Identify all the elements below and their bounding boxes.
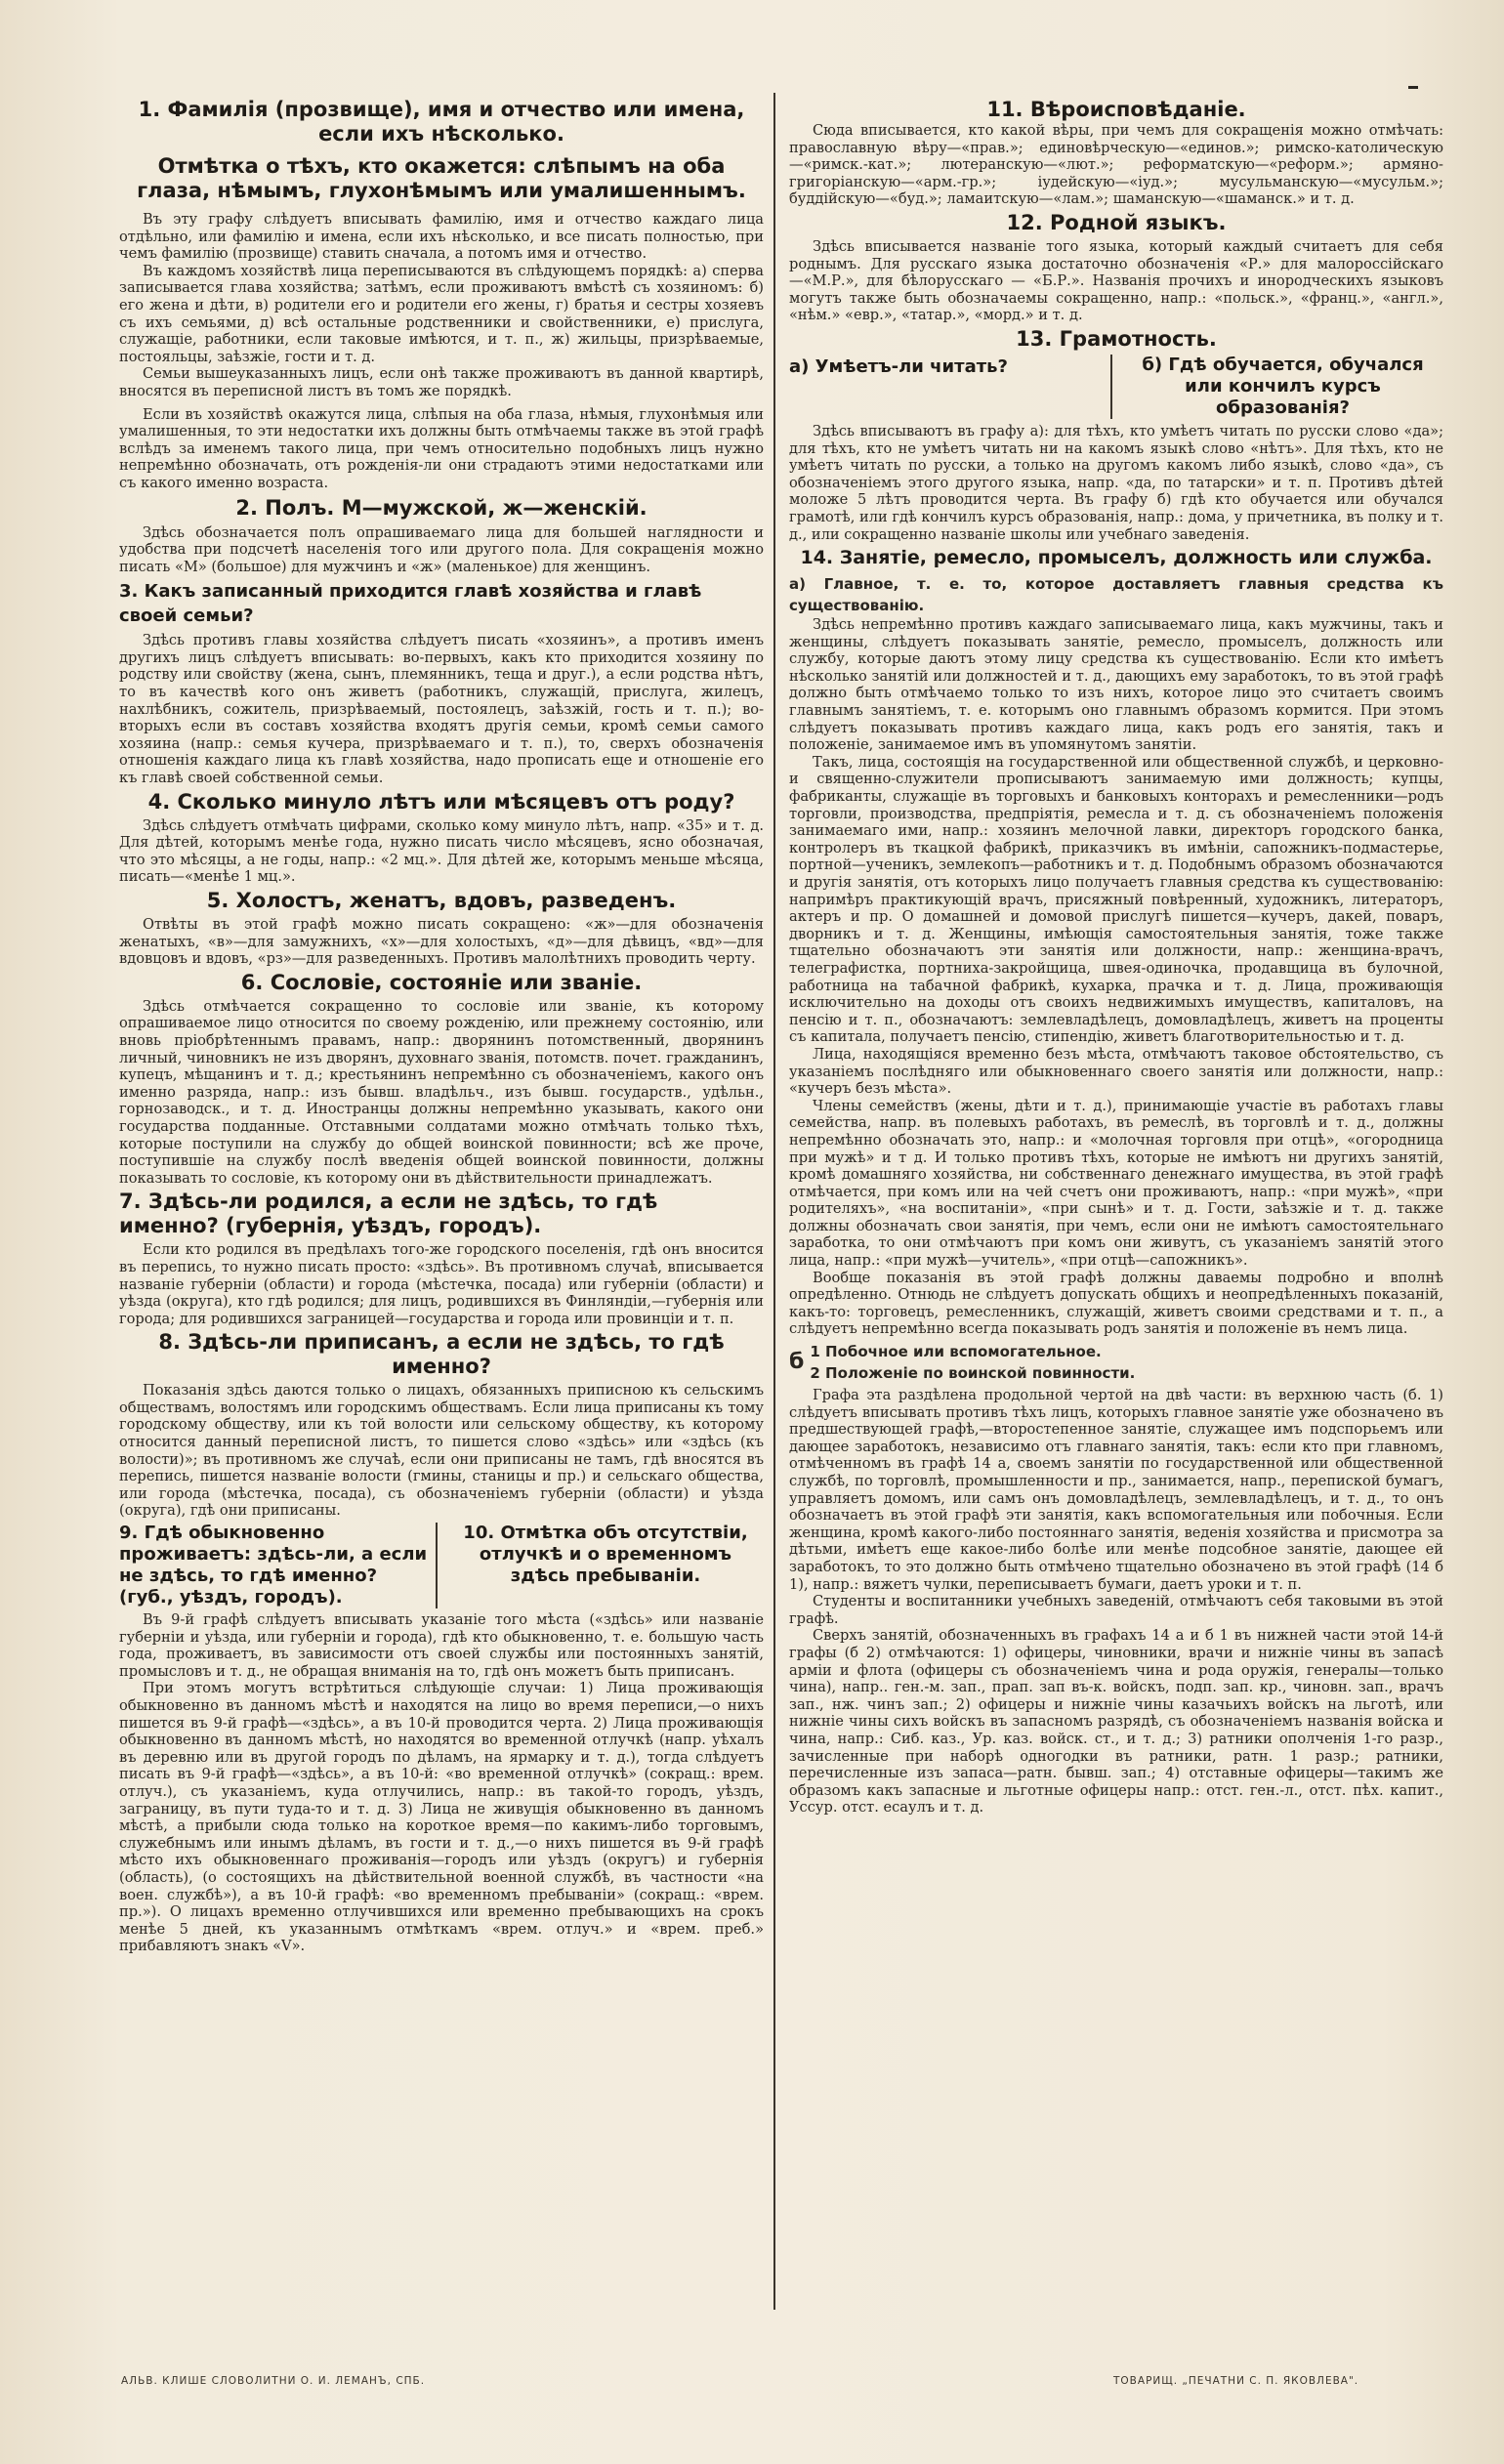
- heading-5: 5. Холостъ, женатъ, вдовъ, разведенъ.: [206, 889, 677, 912]
- heading-9: 9. Гдѣ обыкновенно проживаетъ: здѣсь-ли, а если не здѣсь, то гдѣ именно? (губ., уѣздъ, городъ).: [119, 1523, 428, 1608]
- paragraph: При этомъ могутъ встрѣтиться слѣдующіе случаи: 1) Лица проживающія обыкновенно въ данномъ мѣстѣ и находятся на лицо во время переписи,—о нихъ пишется въ 9-й графѣ—«здѣсь», а въ 10-й проводится черта. 2) Лица проживающія обыкновенно въ данномъ мѣстѣ, но находятся во временной отлучкѣ (напр. уѣхалъ въ деревню или въ другой городъ по дѣламъ, на ярмарку и т. д.), тогда слѣдуетъ писать въ 9-й графѣ—«здѣсь», а въ 10-й: «во временной отлучкѣ» (сокращ.: врем. отлуч.), съ указаніемъ, куда отлучились, напр.: въ такой-то городъ, уѣздъ, заграницу, въ пути туда-то и т. д. 3) Лица не живущія обыкновенно въ данномъ мѣстѣ, а прибыли сюда только на короткое время—по какимъ-либо торговымъ, служебнымъ или инымъ дѣламъ, въ гости и т. д.,—о нихъ пишется въ 9-й графѣ мѣсто ихъ обыкновеннаго проживанія—городъ или уѣздъ (округъ) и губернія (область), (о состоящихъ на дѣйствительной военной службѣ, въ частности «на воен. службѣ»), а въ 10-й графѣ: «во временномъ пребываніи» (сокращ.: «врем. пр.»). О лицахъ временно отлучившихся или временно пребывающихъ на срокъ менѣе 5 дней, къ указаннымъ отмѣткамъ «врем. отлуч.» и «врем. преб.» прибавляютъ знакъ «V».: [119, 1680, 764, 1955]
- paragraph: Семьи вышеуказанныхъ лицъ, если онѣ также проживаютъ въ данной квартирѣ, вносятся въ переписной листъ въ томъ же порядкѣ.: [119, 365, 764, 399]
- paragraph: Здѣсь противъ главы хозяйства слѣдуетъ писать «хозяинъ», а противъ именъ другихъ лицъ слѣдуетъ вписывать: во-первыхъ, какъ кто приходится хозяину по родству или свойству (жена, сынъ, племянникъ, теща и друг.), а если родства нѣтъ, то въ качествѣ кого онъ живетъ (работникъ, служащій, прислуга, жилецъ, нахлѣбникъ, сожитель, призрѣваемый, постоялецъ, заѣзжій, гость и т. п.); во-вторыхъ если въ составъ хозяйства входятъ другія семьи, кромѣ семьи самого хозяина (напр.: семья кучера, призрѣваемаго и т. п.), то, сверхъ обозначенія отношенія каждаго лица къ главѣ хозяйства, надо прописать еще и отношеніе его къ главѣ своей собственной семьи.: [119, 632, 764, 787]
- headings-9-10: [119, 1523, 764, 1608]
- right-column: [789, 98, 1443, 1817]
- paragraph: Студенты и воспитанники учебныхъ заведеній, отмѣчаютъ себя таковыми въ этой графѣ.: [789, 1593, 1443, 1627]
- paragraph: Графа эта раздѣлена продольной чертой на двѣ части: въ верхнюю часть (б. 1) слѣдуетъ вписывать противъ тѣхъ лицъ, которыхъ главное занятіе уже обозначено въ предшествующей графѣ,—второстепенное занятіе, служащее имъ подспорьемъ или дающее заработокъ, независимо отъ главнаго занятія, такъ: если кто при главномъ, отмѣченномъ въ графѣ 14 а, своемъ занятіи по государственной или общественной службѣ, по торговлѣ, промышленности и пр., занимается, напр., перепиской бумагъ, управляетъ домомъ, или самъ онъ домовладѣлецъ, землевладѣлецъ, и т. д., то онъ обозначаетъ въ этой графѣ эти занятія, какъ вспомогательныя или побочныя. Если женщина, кромѣ какого-либо постояннаго занятія, веденія хозяйства и присмотра за дѣтьми, имѣетъ еще какое-либо болѣе или менѣе подсобное занятіе, дающее ей заработокъ, то это должно быть отмѣчено тщательно обозначено въ этой графѣ (14 б 1), напр.: вяжетъ чулки, переписываетъ бумаги, даетъ уроки и т. п.: [789, 1387, 1443, 1593]
- heading-8: 8. Здѣсь-ли приписанъ, а если не здѣсь, то гдѣ именно?: [158, 1330, 725, 1379]
- heading-11: 11. Вѣроисповѣданіе.: [986, 98, 1246, 121]
- paragraph: Здѣсь вписывается названіе того языка, который каждый считаетъ для себя роднымъ. Для русскаго языка достаточно обозначенія «Р.» для малороссійскаго—«М.Р.», для бѣлорусскаго — «Б.Р.». Названія прочихъ и инородческихъ языковъ могутъ также быть обозначаемы сокращенно, напр.: «польск.», «франц.», «англ.», «нѣм.» «евр.», «татар.», «морд.» и т. д.: [789, 237, 1443, 324]
- heading-3: 3. Какъ записанный приходится главѣ хозяйства и главѣ своей семьи?: [119, 581, 702, 627]
- paragraph: Показанія здѣсь даются только о лицахъ, обязанныхъ приписною къ сельскимъ обществамъ, волостямъ или городскимъ обществамъ. Если лица приписаны къ тому городскому обществу, или къ той волости или сельскому обществу, къ которому относится данный переписной листъ, то пишется слово «здѣсь» или «здѣсь (къ волости)»; въ противномъ же случаѣ, если они приписаны не тамъ, гдѣ вносятся въ перепись, пишется названіе волости (гмины, станицы и пр.) и сельскаго общества, или города (мѣстечка, посада), съ обозначеніемъ губерніи (области) и уѣзда (округа), гдѣ они приписаны.: [119, 1382, 764, 1520]
- heading-4: 4. Сколько минуло лѣтъ или мѣсяцевъ отъ роду?: [147, 789, 735, 814]
- paragraph: Сюда вписывается, кто какой вѣры, при чемъ для сокращенія можно отмѣчать: православную вѣру—«прав.»; единовѣрческую—«единов.»; римско-католическую—«римск.-кат.»; лютеранскую—«лют.»; реформатскую—«реформ.»; армяно-григоріанскую—«арм.-гр.»; іудейскую—«іуд.»; мусульманскую—«мусульм.»; буддійскую—«буд.»; ламаитскую—«лам.»; шаманскую—«шаманск.» и т. д.: [789, 122, 1443, 208]
- paragraph: Здѣсь непремѣнно противъ каждаго записываемаго лица, какъ мужчины, такъ и женщины, слѣдуетъ показывать занятіе, ремесло, промыселъ, должность или службу, которые даютъ этому лицу средства къ существованію. Если кто имѣетъ нѣсколько занятій или должностей и т. д., дающихъ ему заработокъ, то въ этой графѣ должно быть отмѣчаемо только то изъ нихъ, которое лицо это считаетъ своимъ главнымъ занятіемъ, т. е. которымъ оно главнымъ образомъ кормится. При этомъ слѣдуетъ показывать противъ каждаго лица, какъ родъ его занятія, такъ и положеніе, занимаемое имъ въ упомянутомъ занятіи.: [789, 616, 1443, 754]
- subheading-14b-letter: б: [789, 1350, 805, 1375]
- heading-1b: Отмѣтка о тѣхъ, кто окажется: слѣпымъ на оба глаза, нѣмымъ, глухонѣмымъ или умалишеннымъ.: [137, 154, 746, 202]
- print-mark: [1408, 86, 1418, 89]
- heading-7: 7. Здѣсь-ли родился, а если не здѣсь, то гдѣ именно? (губернія, уѣздъ, городъ).: [119, 1190, 658, 1238]
- subheading-14b1: 1 Побочное или вспомогательное.: [810, 1343, 1102, 1361]
- left-column: [119, 98, 764, 1955]
- paragraph: Лица, находящіяся временно безъ мѣста, отмѣчаютъ таковое обстоятельство, съ указаніемъ послѣдняго или обыкновеннаго своего занятія или должности, напр.: «кучеръ безъ мѣста».: [789, 1045, 1443, 1098]
- heading-2: 2. Полъ. М—мужской, ж—женскій.: [235, 495, 648, 520]
- paragraph: Въ 9-й графѣ слѣдуетъ вписывать указаніе того мѣста («здѣсь» или названіе губерніи и уѣзда, или губерніи и города), гдѣ кто обыкновенно, т. е. большую часть года, проживаетъ, въ зависимости отъ своей службы или постоянныхъ занятій, промысловъ и т. д., не обращая вниманія на то, гдѣ онъ можетъ быть приписанъ.: [119, 1611, 764, 1680]
- paragraph: Въ эту графу слѣдуетъ вписывать фамилію, имя и отчество каждаго лица отдѣльно, или фамилію и имена, если ихъ нѣсколько, и все писать полностью, при чемъ фамилію (прозвище) ставить сначала, а потомъ имя и отчество.: [119, 211, 764, 263]
- paragraph: Здѣсь обозначается полъ опрашиваемаго лица для большей наглядности и удобства при подсчетѣ населенія того или другого пола. Для сокращенія можно писать «М» (большое) для мужчинъ и «ж» (маленькое) для женщинъ.: [119, 523, 764, 575]
- paragraph: Если въ хозяйствѣ окажутся лица, слѣпыя на оба глаза, нѣмыя, глухонѣмыя или умалишенныя, то эти недостатки ихъ должны быть отмѣчаемы также въ этой графѣ вслѣдъ за именемъ такого лица, при чемъ относительно подобныхъ лицъ нужно непремѣнно обозначать, отъ рожденія-ли они страдаютъ этими недостатками или съ какого именно возраста.: [119, 405, 764, 491]
- column-divider: [773, 93, 775, 2310]
- paragraph: Здѣсь отмѣчается сокращенно то сословіе или званіе, къ которому опрашиваемое лицо относится по своему рожденію, или прежнему состоянію, или вновь пріобрѣтеннымъ правамъ, напр.: дворянинъ потомственный, дворянинъ личный, чиновникъ не изъ дворянъ, духовнаго званія, потомств. почет. гражданинъ, купецъ, мѣщанинъ и т. д.; крестьянинъ непремѣнно съ обозначеніемъ, какого онъ именно разряда, напр.: изъ бывш. владѣльч., изъ бывш. государств., удѣльн., горнозаводск., и т. д. Иностранцы должны непремѣнно указывать, какого они государства подданные. Отставными солдатами можно отмѣчать только тѣхъ, которые поступили на службу до общей воинской повинности; всѣ же проче, поступившіе на службу послѣ введенія общей воинской повинности, должны показывать то сословіе, къ которому они въ дѣйствительности принадлежатъ.: [119, 997, 764, 1187]
- headings-13ab: [789, 355, 1443, 419]
- heading-1: 1. Фамилія (прозвище), имя и отчество или имена, если ихъ нѣсколько.: [138, 98, 745, 146]
- subheading-14b2: 2 Положеніе по воинской повинности.: [810, 1364, 1136, 1383]
- paragraph: Отвѣты въ этой графѣ можно писать сокращено: «ж»—для обозначенія женатыхъ, «в»—для замужнихъ, «х»—для холостыхъ, «д»—для дѣвицъ, «вд»—для вдовцовъ и вдовъ, «рз»—для разведенныхъ. Противъ малолѣтнихъ проводить черту.: [119, 916, 764, 968]
- paragraph: Члены семействъ (жены, дѣти и т. д.), принимающіе участіе въ работахъ главы семейства, напр. въ полевыхъ работахъ, въ ремеслѣ, въ торговлѣ и т. д., должны непремѣнно обозначать это, напр.: и «молочная торговля при отцѣ», «огородница при мужѣ» и т д. И только противъ тѣхъ, которые не имѣютъ ни другихъ занятій, кромѣ домашняго хозяйства, ни собственнаго денежнаго имущества, въ этой графѣ отмѣчается, при комъ или на чей счетъ они проживаютъ, напр.: «при мужѣ», «при родителяхъ», «на воспитаніи», «при сынѣ» и т. д. Гости, заѣзжіе и т. д. также должны обозначать свои занятія, при чемъ, если они не имѣютъ самостоятельнаго заработка, то они отмѣчаютъ при комъ они живутъ, съ указаніемъ занятій этого лица, напр.: «при мужѣ—учитель», «при отцѣ—сапожникъ».: [789, 1097, 1443, 1270]
- heading-6: 6. Сословіе, состояніе или званіе.: [240, 970, 643, 994]
- subheading-14b: [789, 1341, 1443, 1384]
- footer-left: АЛЬВ. КЛИШЕ СЛОВОЛИТНИ О. И. ЛЕМАНЪ, СПБ.: [121, 2375, 426, 2387]
- footer-right: ТОВАРИЩ. „ПЕЧАТНИ С. П. ЯКОВЛЕВА".: [1113, 2375, 1359, 2387]
- paragraph: Сверхъ занятій, обозначенныхъ въ графахъ 14 а и б 1 въ нижней части этой 14-й графы (б 2) отмѣчаются: 1) офицеры, чиновники, врачи и нижніе чины въ запасѣ арміи и флота (офицеры съ обозначеніемъ чина и рода оружія, генералы—только чина), напр.. ген.-м. зап., прап. зап въ-к. войскъ, подп. зап. кр., чиновн. зап., врачъ зап., нж. чинъ зап.; 2) офицеры и нижніе чины казачьихъ войскъ на льготѣ, или нижніе чины сихъ войскъ въ запасномъ разрядѣ, съ обозначеніемъ названія войска и чина, напр.: Сиб. каз., Ур. каз. войск. ст., и т. д.; 3) ратники ополченія 1-го разр., зачисленные при наборѣ одногодки въ ратники, ратн. 1 разр.; ратники, перечисленные изъ запаса—ратн. бывш. зап.; 4) отставные офицеры—такимъ же образомъ какъ запасные и льготные офицеры напр.: отст. ген.-л., отст. пѣх. капит., Уссур. отст. есаулъ и т. д.: [789, 1627, 1443, 1817]
- paragraph: Въ каждомъ хозяйствѣ лица переписываются въ слѣдующемъ порядкѣ: а) сперва записывается глава хозяйства; затѣмъ, если проживаютъ вмѣстѣ съ хозяиномъ: б) его жена и дѣти, в) родители его и родители его жены, г) братья и сестры хозяевъ съ ихъ семьями, д) всѣ остальные родственники и свойственники, е) прислуга, служащіе, работники, если таковые имѣются, и т. п., ж) жильцы, призрѣваемые, постояльцы, заѣзжіе, гости и т. д.: [119, 262, 764, 365]
- paragraph: Здѣсь слѣдуетъ отмѣчать цифрами, сколько кому минуло лѣтъ, напр. «35» и т. д. Для дѣтей, которымъ менѣе года, нужно писать число мѣсяцевъ, ясно обозначая, что это мѣсяцы, а не годы, напр.: «2 мц.». Для дѣтей же, которымъ меньше мѣсяца, писать—«менѣе 1 мц.».: [119, 816, 764, 886]
- paragraph: Здѣсь вписываютъ въ графу а): для тѣхъ, кто умѣетъ читать по русски слово «да»; для тѣхъ, кто не умѣетъ читать ни на какомъ языкѣ слово «нѣтъ». Для тѣхъ, кто не умѣетъ читать по русски, а только на другомъ какомъ либо языкѣ, слово «да», съ обозначеніемъ этого другого языка, напр. «да, по татарски» и т. п. Противъ дѣтей моложе 5 лѣтъ проводится черта. Въ графу б) гдѣ кто обучается или обучался грамотѣ, или гдѣ кончилъ курсъ образованія, напр.: дома, у причетника, въ полку и т. д., или сокращенно названіе школы или учебнаго заведенія.: [789, 422, 1443, 543]
- heading-13a: а) Умѣетъ-ли читать?: [789, 355, 1008, 377]
- subheading-14a: а) Главное, т. е. то, которое доставляетъ главныя средства къ существованію.: [789, 575, 1443, 615]
- heading-13: 13. Грамотность.: [1016, 326, 1217, 351]
- heading-10: 10. Отмѣтка объ отсутствіи, отлучкѣ и о временномъ здѣсь пребываніи.: [463, 1523, 748, 1587]
- paragraph: Если кто родился въ предѣлахъ того-же городского поселенія, гдѣ онъ вносится въ перепись, то нужно писать просто: «здѣсь». Въ противномъ случаѣ, вписывается названіе губерніи (области) и города (мѣстечка, посада) или губерніи (области) и уѣзда (округа), кто гдѣ родился; для лицъ, родившихся въ Финляндіи,—губернія или города; для родившихся заграницей—государства и города или провинціи и т. п.: [119, 1241, 764, 1327]
- paragraph: Вообще показанія въ этой графѣ должны даваемы подробно и вполнѣ опредѣленно. Отнюдь не слѣдуетъ допускать общихъ и неопредѣленныхъ показаній, какъ-то: торговецъ, ремесленникъ, служащій, живетъ своими средствами и т. п., а слѣдуетъ непремѣнно всегда показывать родъ занятія и положеніе въ немъ лица.: [789, 1269, 1443, 1338]
- heading-12: 12. Родной языкъ.: [1006, 210, 1227, 234]
- heading-13b: б) Гдѣ обучается, обучался или кончилъ курсъ образованія?: [1142, 354, 1424, 418]
- paragraph: Такъ, лица, состоящія на государственной или общественной службѣ, и церковно-и священно-служители прописываютъ занимаемую ими должность; купцы, фабриканты, служащіе въ торговыхъ и банковыхъ конторахъ и ремесленники—родъ торговли, производства, предпріятія, ремесла и т. д. съ обозначеніемъ положенія занимаемаго ими, напр.: хозяинъ мелочной лавки, директоръ городского банка, контролеръ въ ткацкой фабрикѣ, приказчикъ въ имѣніи, сапожникъ-подмастерье, портной—ученикъ, землекопъ—работникъ и т. д. Подобнымъ образомъ обозначаются и другія занятія, отъ которыхъ лицо получаетъ главныя средства къ существованію: напримѣръ практикующій врачъ, присяжный повѣренный, художникъ, литераторъ, актеръ и пр. О домашней и домовой прислугѣ пишется—кучеръ, дакей, поваръ, дворникъ и т. д. Женщины, имѣющія самостоятельныя занятія, тоже также тщательно обозначаютъ эти занятія или должности, напр.: женщина-врачъ, телеграфистка, портниха-закройщица, швея-одиночка, продавщица въ булочной, работница на табачной фабрикѣ, кухарка, прачка и т. д. Лица, проживающія исключительно на доходы отъ своихъ недвижимыхъ имуществъ, капиталовъ, на пенсію и т. п., обозначаютъ: землевладѣлецъ, домовладѣлецъ, живетъ на проценты съ капитала, получаетъ пенсію, стипендію, живетъ благотворительностью и т. д.: [789, 753, 1443, 1046]
- heading-14: 14. Занятіе, ремесло, промыселъ, должность или служба.: [800, 547, 1433, 569]
